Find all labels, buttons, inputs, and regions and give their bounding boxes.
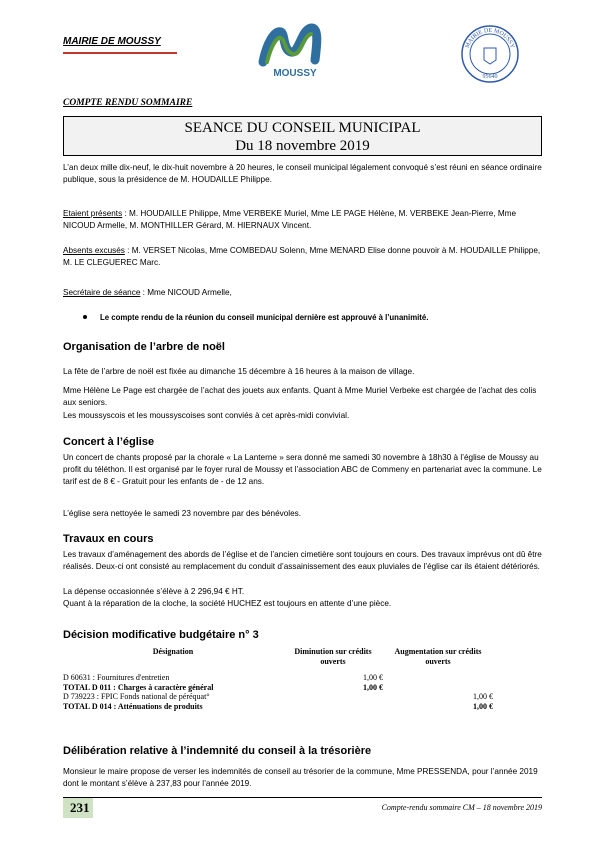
bullet-icon bbox=[83, 315, 87, 319]
table-row bbox=[63, 702, 493, 712]
footer-text: Compte-rendu sommaire CM – 18 novembre 2019 bbox=[381, 803, 542, 812]
absents-paragraph bbox=[63, 245, 543, 269]
section-title-travaux: Travaux en cours bbox=[63, 533, 154, 545]
presents-label: Etaient présents bbox=[63, 209, 123, 218]
moussy-logo bbox=[245, 22, 345, 82]
presents-paragraph bbox=[63, 208, 543, 232]
mairie-seal bbox=[460, 24, 520, 84]
moussy-logo-icon bbox=[245, 22, 345, 82]
approval-bullet: Le compte rendu de la réunion du conseil municipal dernière est approuvé à l’unanimité. bbox=[100, 313, 429, 322]
header-divider bbox=[63, 52, 177, 54]
budget-cell-aug bbox=[383, 683, 493, 693]
seal-icon bbox=[460, 24, 520, 84]
table-row bbox=[63, 683, 493, 693]
title-line-1: SEANCE DU CONSEIL MUNICIPAL bbox=[184, 120, 421, 136]
intro-paragraph: L’an deux mille dix-neuf, le dix-huit novembre à 20 heures, le conseil municipal légalement convoqué s’est réuni en séance ordinaire publique, sous la présidence de M. HOUDAILLE Philippe. bbox=[63, 163, 542, 184]
travaux-p2: La dépense occasionnée s’élève à 2 296,94 € HT. bbox=[63, 587, 245, 596]
budget-cell-label: D 60631 : Fournitures d'entretien bbox=[63, 673, 170, 682]
arbre-p2: Mme Hélène Le Page est chargée de l’achat des jouets aux enfants. Quant à Mme Muriel Verbeke est chargée de l’achat des colis aux seniors. bbox=[63, 386, 537, 407]
presents-text: : M. HOUDAILLE Philippe, Mme VERBEKE Muriel, Mme LE PAGE Hélène, M. VERBEKE Jean-Pierre, Mme NICOUD Armelle, M. MONTHILLER Gérard, M. HIERNAUX Vincent. bbox=[63, 209, 517, 230]
table-row bbox=[63, 673, 493, 683]
budget-header-diminution: Diminution sur crédits ouverts bbox=[294, 647, 372, 666]
seal-code: 95640 bbox=[482, 74, 498, 80]
budget-cell-aug: 1,00 € bbox=[473, 692, 493, 702]
budget-cell-dim: 1,00 € bbox=[363, 673, 383, 682]
seal-text: MAIRIE DE MOUSSY bbox=[464, 27, 516, 50]
budget-cell-label: TOTAL D 014 : Atténuations de produits bbox=[63, 701, 203, 711]
budget-cell-dim: 1,00 € bbox=[363, 682, 383, 692]
budget-table bbox=[63, 647, 493, 711]
travaux-p1: Les travaux d’aménagement des abords de l’église et de l’ancien cimetière sont toujours en cours. Des travaux imprévus ont dû être réalisés. Deux-ci ont consisté au remplacement du conduit d’assainissement des eaux pluviales de l’église car ils étaient détériorés. bbox=[63, 550, 542, 571]
arbre-p3: Les moussyscois et les moussyscoises sont conviés à cet après-midi convivial. bbox=[63, 411, 350, 420]
travaux-p3: Quant à la réparation de la cloche, la société HUCHEZ est toujours en attente d’une pièce. bbox=[63, 599, 392, 608]
budget-cell-label: D 739223 : FPIC Fonds national de péréquat° bbox=[63, 692, 210, 702]
absents-label: Absents excusés bbox=[63, 246, 125, 255]
svg-text:MAIRIE DE MOUSSY bbox=[465, 28, 516, 50]
title-line-2: Du 18 novembre 2019 bbox=[235, 138, 370, 154]
arbre-p1: La fête de l’arbre de noël est fixée au dimanche 15 décembre à 16 heures à la maison de village. bbox=[63, 367, 415, 376]
secretaire-label: Secrétaire de séance bbox=[63, 288, 141, 297]
table-row bbox=[63, 692, 493, 702]
page-number: 231 bbox=[70, 800, 90, 815]
section-title-decision: Décision modificative budgétaire n° 3 bbox=[63, 629, 259, 641]
budget-cell-aug bbox=[383, 673, 493, 683]
budget-cell-label: TOTAL D 011 : Charges à caractère général bbox=[63, 682, 214, 692]
budget-cell-dim bbox=[283, 702, 383, 712]
logo-text: MOUSSY bbox=[273, 68, 317, 79]
secretaire-paragraph bbox=[63, 287, 543, 299]
section-title-concert: Concert à l’église bbox=[63, 436, 155, 448]
footer-divider bbox=[63, 797, 542, 798]
report-subtitle: COMPTE RENDU SOMMAIRE bbox=[63, 98, 193, 108]
budget-cell-dim bbox=[283, 692, 383, 702]
section-title-deliberation: Délibération relative à l’indemnité du conseil à la trésorière bbox=[63, 745, 372, 757]
budget-cell-aug: 1,00 € bbox=[473, 701, 493, 711]
budget-header-designation: Désignation bbox=[152, 647, 194, 656]
budget-header-augmentation: Augmentation sur crédits ouverts bbox=[394, 647, 482, 666]
concert-p1: Un concert de chants proposé par la chorale « La Lanterne » sera donné me samedi 30 novembre à 18h30 à l’église de Moussy au profit du téléthon. Il est organisé par le foyer rural de Moussy et l’association ABC de Commeny en partenariat avec la commune. Le tarif est de 8 € - Gratuit pour les enfants de - de 12 ans. bbox=[63, 453, 542, 486]
secretaire-text: : Mme NICOUD Armelle, bbox=[140, 288, 232, 297]
title-box bbox=[63, 116, 542, 156]
deliberation-p1: Monsieur le maire propose de verser les indemnités de conseil au trésorier de la commune, Mme PRESSENDA, pour l’année 2019 dont le montant s’élève à 237,83 pour l’année 2019. bbox=[63, 767, 538, 788]
section-title-arbre: Organisation de l’arbre de noël bbox=[63, 341, 225, 353]
mairie-header: MAIRIE DE MOUSSY bbox=[63, 36, 161, 47]
absents-text: : M. VERSET Nicolas, Mme COMBEDAU Solenn, Mme MENARD Elise donne pouvoir à M. HOUDAILLE Philippe, M. LE CLEGUEREC Marc. bbox=[63, 246, 541, 267]
concert-p2: L’église sera nettoyée le samedi 23 novembre par des bénévoles. bbox=[63, 509, 302, 518]
